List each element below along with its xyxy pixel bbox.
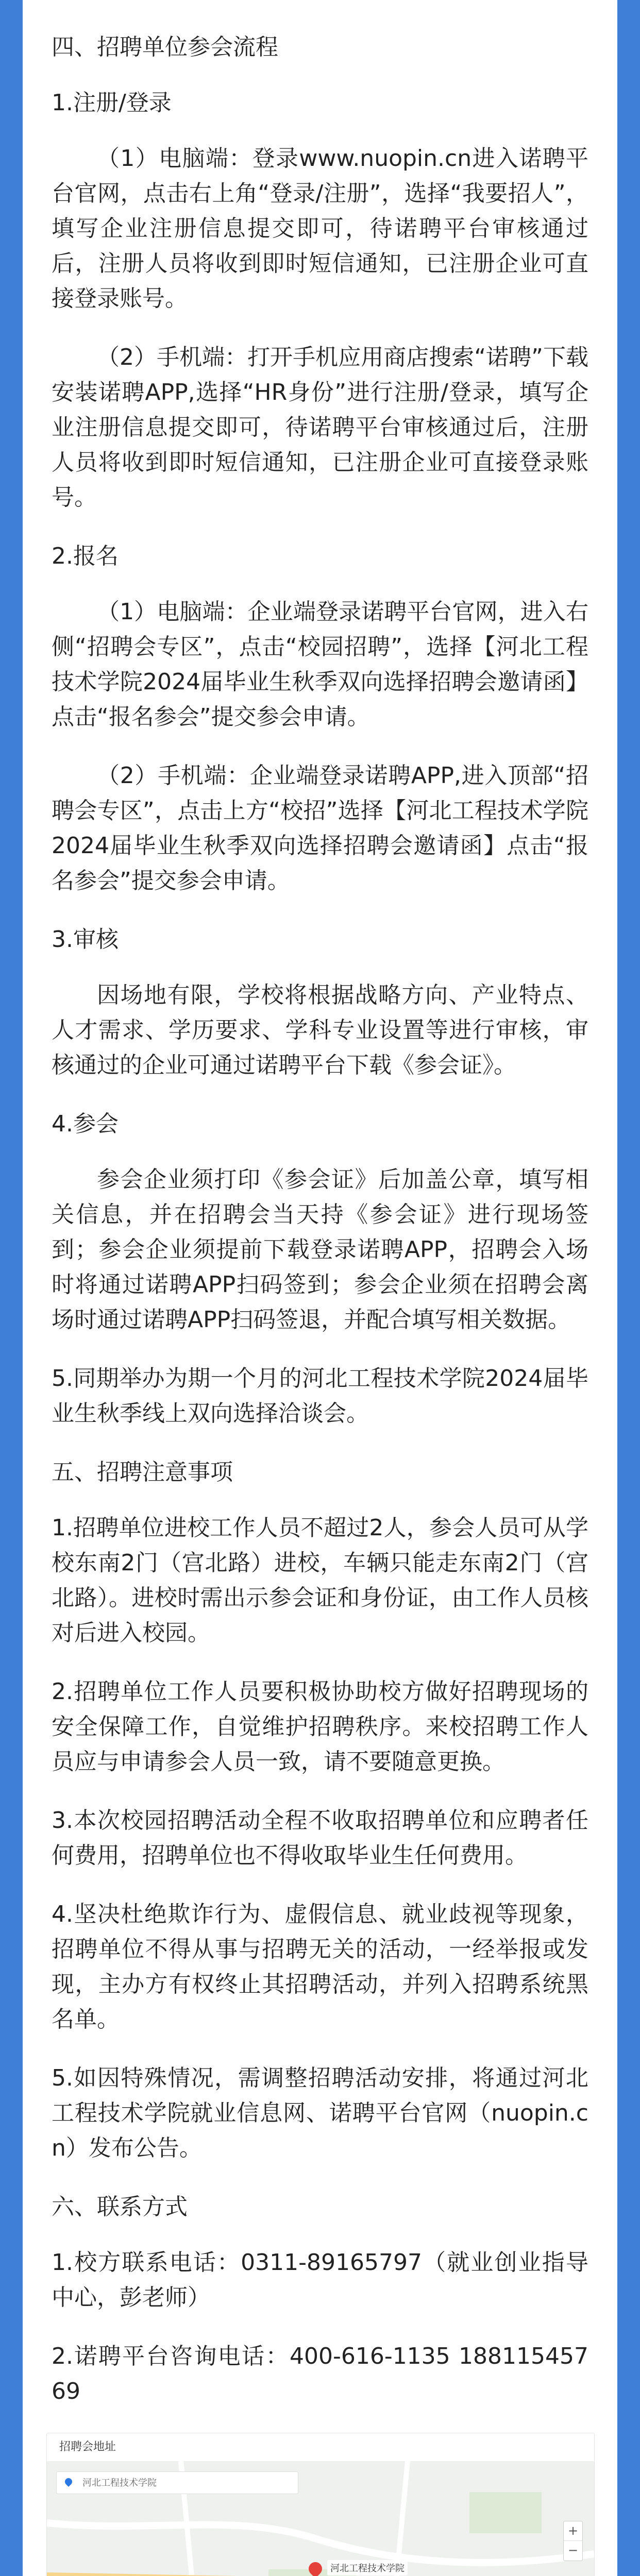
review-paragraph: 因场地有限，学校将根据战略方向、产业特点、人才需求、学历要求、学科专业设置等进行审核，审核通过的企业可通过诺聘平台下载《参会证》。 [52, 982, 588, 1078]
contact-school-paragraph: 1.校方联系电话：0311-89165797（就业创业指导中心，彭老师） [52, 2249, 588, 2311]
zoom-out-button[interactable]: − [567, 2543, 579, 2557]
register-desktop-paragraph: （1）电脑端：登录www.nuopin.cn进入诺聘平台官网，点击右上角“登录/注册”，选择“我要招人”，填写企业注册信息提交即可，待诺聘平台审核通过后，注册人员将收到即时短信通知，已注册企业可直接登录账号。 [52, 145, 588, 312]
article-body [23, 0, 617, 2576]
notice-2-paragraph: 2.招聘单位工作人员要积极协助校方做好招聘现场的安全保障工作，自觉维护招聘秩序。来校招聘工作人员应与申请参会人员一致，请不要随意更换。 [52, 1679, 588, 1775]
map-marker-label: 河北工程技术学院 [327, 2560, 408, 2575]
notice-5-paragraph: 5.如因特殊情况，需调整招聘活动安排，将通过河北工程技术学院就业信息网、诺聘平台官网（nuopin.cn）发布公告。 [52, 2065, 588, 2161]
step-review-title: 3.审核 [52, 926, 119, 953]
section-6-title: 六、联系方式 [52, 2194, 188, 2220]
notice-1-paragraph: 1.招聘单位进校工作人员不超过2人，参会人员可从学校东南2门（宫北路）进校，车辆只能走东南2门（宫北路）。进校时需出示参会证和身份证，由工作人员核对后进入校园。 [52, 1515, 588, 1646]
map-zoom-control[interactable] [563, 2521, 583, 2561]
map-search-box[interactable] [56, 2471, 298, 2494]
section-5-title: 五、招聘注意事项 [52, 1459, 233, 1485]
notice-4-paragraph: 4.坚决杜绝欺诈行为、虚假信息、就业歧视等现象，招聘单位不得从事与招聘无关的活动，一经举报或发现，主办方有权终止其招聘活动，并列入招聘系统黑名单。 [52, 1901, 588, 2032]
step-signup-title: 2.报名 [52, 543, 119, 569]
section-4-title: 四、招聘单位参会流程 [52, 34, 278, 60]
step-attend-title: 4.参会 [52, 1111, 119, 1137]
zoom-in-button[interactable]: + [564, 2521, 582, 2541]
signup-mobile-paragraph: （2）手机端：企业端登录诺聘APP,进入顶部“招聘会专区”，点击上方“校招”选择【河北工程技术学院2024届毕业生秋季双向选择招聘会邀请函】点击“报名参会”提交参会申请。 [52, 762, 588, 894]
attend-paragraph: 参会企业须打印《参会证》后加盖公章，填写相关信息，并在招聘会当天持《参会证》进行现场签到；参会企业须提前下载登录诺聘APP，招聘会入场时将通过诺聘APP扫码签到；参会企业须在招聘会离场时通过诺聘APP扫码签退，并配合填写相关数据。 [52, 1166, 588, 1333]
location-map[interactable] [46, 2433, 595, 2576]
step-register-title: 1.注册/登录 [52, 90, 172, 116]
notice-3-paragraph: 3.本次校园招聘活动全程不收取招聘单位和应聘者任何费用，招聘单位也不得收取毕业生任何费用。 [52, 1807, 588, 1869]
map-search-text: 河北工程技术学院 [82, 2478, 157, 2488]
map-title: 招聘会地址 [47, 2433, 594, 2462]
signup-desktop-paragraph: （1）电脑端：企业端登录诺聘平台官网，进入右侧“招聘会专区”，点击“校园招聘”，选择【河北工程技术学院2024届毕业生秋季双向选择招聘会邀请函】点击“报名参会”提交参会申请。 [52, 599, 588, 730]
article-card [23, 0, 617, 2576]
register-mobile-paragraph: （2）手机端：打开手机应用商店搜索“诺聘”下载安装诺聘APP,选择“HR身份”进行注册/登录，填写企业注册信息提交即可，待诺聘平台审核通过后，注册人员将收到即时短信通知，已注册企业可直接登录账号。 [52, 344, 588, 511]
location-pin-icon [63, 2477, 74, 2487]
contact-nuopin-paragraph: 2.诺聘平台咨询电话：400-616-1135 18811545769 [52, 2343, 588, 2404]
online-fair-paragraph: 5.同期举办为期一个月的河北工程技术学院2024届毕业生秋季线上双向选择洽谈会。 [52, 1365, 588, 1427]
